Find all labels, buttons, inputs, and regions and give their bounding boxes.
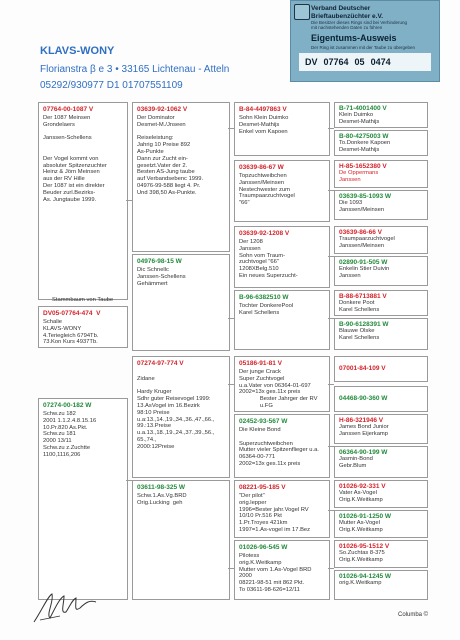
handwritten-signature [30,588,100,628]
gen4-text-14: Mutter As-Vogel Orig.K.Weitkamp [339,520,383,533]
connector [126,480,132,481]
gen4-box-13 [334,480,428,508]
gen4-text-16: orig.K.Weitkamp [339,580,382,586]
gen4-box-9 [334,356,428,382]
gen3-ring-7: 08221-95-185 V [239,484,286,491]
connector [126,200,132,201]
stamp-note-2: Der Ring ist zusammen mit der Taube zu übergeben [311,45,415,50]
gen4-box-12 [334,446,428,478]
gen4-ring-8: B-90-6128391 W [339,321,389,328]
connector [328,318,334,319]
subject-ring: DV05-07764-474 V [43,310,101,317]
sire-dam-ring: 04976-98-15 W [137,258,182,265]
subject-box [38,306,128,348]
owner-address: Florianstra β e 3 • 33165 Lichtenau - Atteln [40,64,230,75]
association-emblem-icon [294,4,310,20]
sire-ring: 07764-00-1087 V [43,106,94,113]
gen3-text-1: Sohn Klein Duimko Desmet-Mathijs Enkel vom Kapoen [239,115,289,135]
gen4-box-14 [334,510,428,538]
gen4-ring-7: B-88-6713881 V [339,293,387,300]
dam-sire-text: Zidane Hardy Kruger Sdhr guter Reisevogel 1999: 13.AsVogel im 16.Bezirk 98:10 Preise u.a:13.,14.,19.,34.,36.,47.,66., 99.:13.Preise u.a.13.,18.,19.,24.,37.,39.,56., 65.,74., 2000:12Preise [137,375,215,450]
sire-dam-text: Dic Schnellc Janssen-Schellens Gehämmert [137,267,186,287]
gen4-box-4 [334,190,428,220]
dam-text: Schw.zu 182 2001 1.1.2.4.8.15.16 10.Pr.820 As.Pkt. Schw.zu 181 2000 13/11 Schw.zu z.Zuchtte 1100,1116,206 [43,411,97,458]
gen4-text-15: So.Zuchtas 8-375 Orig.K.Weitkamp [339,550,385,563]
sire-sire-box [132,102,230,252]
gen4-ring-10: 04468-90-360 W [339,395,388,402]
sire-sire-ring: 03639-92-1062 V [137,106,188,113]
gen3-ring-1: B-84-4497863 V [239,106,287,113]
connector [328,190,334,191]
stamp-number: 0474 [370,57,391,67]
gen4-box-8 [334,318,428,350]
gen4-ring-14: 01026-91-1250 W [339,513,392,520]
gen3-ring-4: B-96-6382510 W [239,294,289,301]
owner-phone: 05292/930977 D1 01707551109 [40,80,183,91]
stamp-ring-row [299,53,431,71]
gen3-text-7: "Der pilot" orig.lepper 1996=Bester jahr.Vogel RV 10/10 Pr.516 Pkt 1.Pr.Troyes 421km 1997=1.As-vogel im 17.Bez [239,493,311,533]
stamp-org: Verband Deutscher Brieftaubenzüchter e.V. [311,5,384,20]
gen4-ring-15: 01026-95-1512 V [339,543,390,550]
gen4-box-3 [334,160,428,188]
gen4-box-7 [334,290,428,316]
gen3-ring-2: 03639-86-67 W [239,164,284,171]
gen3-box-5 [234,356,330,412]
gen4-box-5 [334,226,428,254]
gen4-ring-1: B-71-4001400 V [339,105,387,112]
gen4-ring-11: H-86-321946 V [339,417,384,424]
gen3-box-3 [234,226,330,288]
gen4-box-2 [334,130,428,156]
gen3-box-2 [234,160,330,222]
dam-sire-box [132,356,230,478]
ownership-stamp [290,0,440,82]
gen4-box-16 [334,570,428,600]
gen4-ring-6: 02890-91-505 W [339,259,388,266]
footer-brand: Columba © [398,612,429,618]
sire-dam-box [132,254,230,351]
gen3-text-2: Topzuchtweibchen Janssen/Meinsen Nestechwester zum Traumpaarzuchtvogel "66" [239,173,295,207]
gen4-text-6: Enkelin Stier Duivin Janssen [339,266,390,279]
gen4-box-15 [334,540,428,568]
gen3-box-8 [234,540,330,600]
connector [328,510,334,511]
gen3-box-4 [234,290,330,350]
gen3-text-4: Tochter DonkerePool Karel Schellens [239,303,294,316]
gen3-text-6: Die Kleine Bond Superzuchtweibchen Mutter vieler Spitzenflieger u.a. 06364-00-771 2002=13x ges.11x preis [239,427,319,467]
gen4-text-1: Klein Duimko Desmet-Mathijs [339,112,380,125]
gen4-ring-5: 03639-86-66 V [339,229,383,236]
connector [328,128,334,129]
gen4-box-10 [334,386,428,412]
gen3-box-1 [234,102,330,156]
gen4-text-13: Vater As-Vogel Orig.K.Weitkamp [339,490,383,503]
connector [328,384,334,385]
gen4-text-4: Die 1093 Janssen/Meinsen [339,200,385,213]
gen3-box-7 [234,480,330,538]
dam-dam-ring: 03611-98-325 W [137,484,186,491]
gen4-ring-2: B-80-4275003 W [339,133,389,140]
gen3-text-8: Pilotess orig.K.Weitkamp Mutter vom 1.As-Vogel BRD 2000 08221-98-51 mit 862 Pkt. To 03611-98-626=12/11 [239,553,312,593]
dam-ring: 07274-00-182 W [43,402,92,409]
gen3-text-5: Der junge Crack Super Zuchtvogel u.a.Vater von 06364-01-697 2002=13x ges.11x preis Bester Jahrger der RV u.FG [239,369,318,409]
gen3-ring-6: 02452-93-567 W [239,418,288,425]
stamp-year: 05 [354,57,365,67]
gen4-text-5: Traumpaarzuchtvogel Janssen/Meinsen [339,236,395,249]
gen3-ring-3: 03639-92-1208 V [239,230,290,237]
dam-dam-box [132,480,230,600]
connector [328,568,334,569]
subject-text: Schalie KLAVS-WONY 4.Teriegleich 6794Tb. 73.Kon Kurs 4937Tb. [43,319,99,346]
dam-dam-text: Schw.1.As.Vg.BRD Orig.Lucking geh [137,493,187,506]
stamp-ring: 07764 [323,57,349,67]
dam-sire-ring: 07274-97-774 V [137,360,184,367]
stamp-note: Die Besitzer dieses Rings sind bei Verhinderung mit nachstehenden Daten zu führen [311,20,408,30]
gen4-ring-3: H-85-1652380 V [339,163,387,170]
gen4-box-1 [334,102,428,128]
gen4-ring-4: 03639-85-1093 W [339,193,392,200]
gen3-ring-8: 01026-96-545 W [239,544,288,551]
gen4-box-11 [334,414,428,444]
gen4-ring-13: 01026-92-331 V [339,483,386,490]
gen4-ring-12: 06364-90-199 W [339,449,388,456]
sire-text: Der 1087 Meinsen Grondelaers Janssen-Schellens Der Vogel kommt von absoluter Spitzenzuchter Heinz & Jörn Meinsen aus der RV Hille Der 1087 ist ein direkter Beuder zurl.Bezirks- As. Jungtaube 1999. [43,115,107,203]
stamp-title: Eigentums-Ausweis [311,33,397,43]
gen3-box-6 [234,414,330,478]
dam-box [38,398,128,600]
gen4-text-7: Donkere Poot Karel Schellens [339,300,380,313]
sire-box [38,102,128,300]
owner-name: KLAVS-WONY [40,45,115,57]
subject-label: Stammbaum von Taube [52,297,114,303]
gen4-text-12: Jasmin-Bond Gebr.Blum [339,456,373,469]
stamp-prefix: DV [305,57,318,67]
connector [228,128,234,129]
gen3-text-3: Der 1208 Janssen Sohn vom Traum- zuchtvogel "66" 1208XBelg.510 Ein neues Superzucht- [239,239,298,279]
connector [228,568,234,569]
gen4-box-6 [334,256,428,286]
connector [328,446,334,447]
gen4-ring-16: 01026-94-1245 W [339,573,392,580]
gen4-text-2: To.Donkere Kapoen Desmet-Mathijs [339,140,391,153]
gen4-text-11: James Bond Junior Janssen Eijerkamp [339,424,389,437]
sire-sire-text: Der Dominator Desmet-M./Jnseen Reiseleistung: Jahrig 10 Preise 892 As-Punkte Dann zur Zucht ein- gesetzt.Vater der 2. Besten AS-Jung taube auf Verbandsebenc 1999. 04976-99-588 liegt 4. Pr. Und 398,50 As-Punkte. [137,115,204,196]
gen3-ring-5: 05186-91-81 V [239,360,283,367]
gen4-text-8: Blauwe Olske Karel Schellens [339,328,380,341]
connector [228,384,234,385]
gen4-text-3: De Oppermans Janssen [339,170,379,183]
connector [328,256,334,257]
connector [228,318,234,319]
gen4-ring-9: 07001-84-109 V [339,365,386,372]
